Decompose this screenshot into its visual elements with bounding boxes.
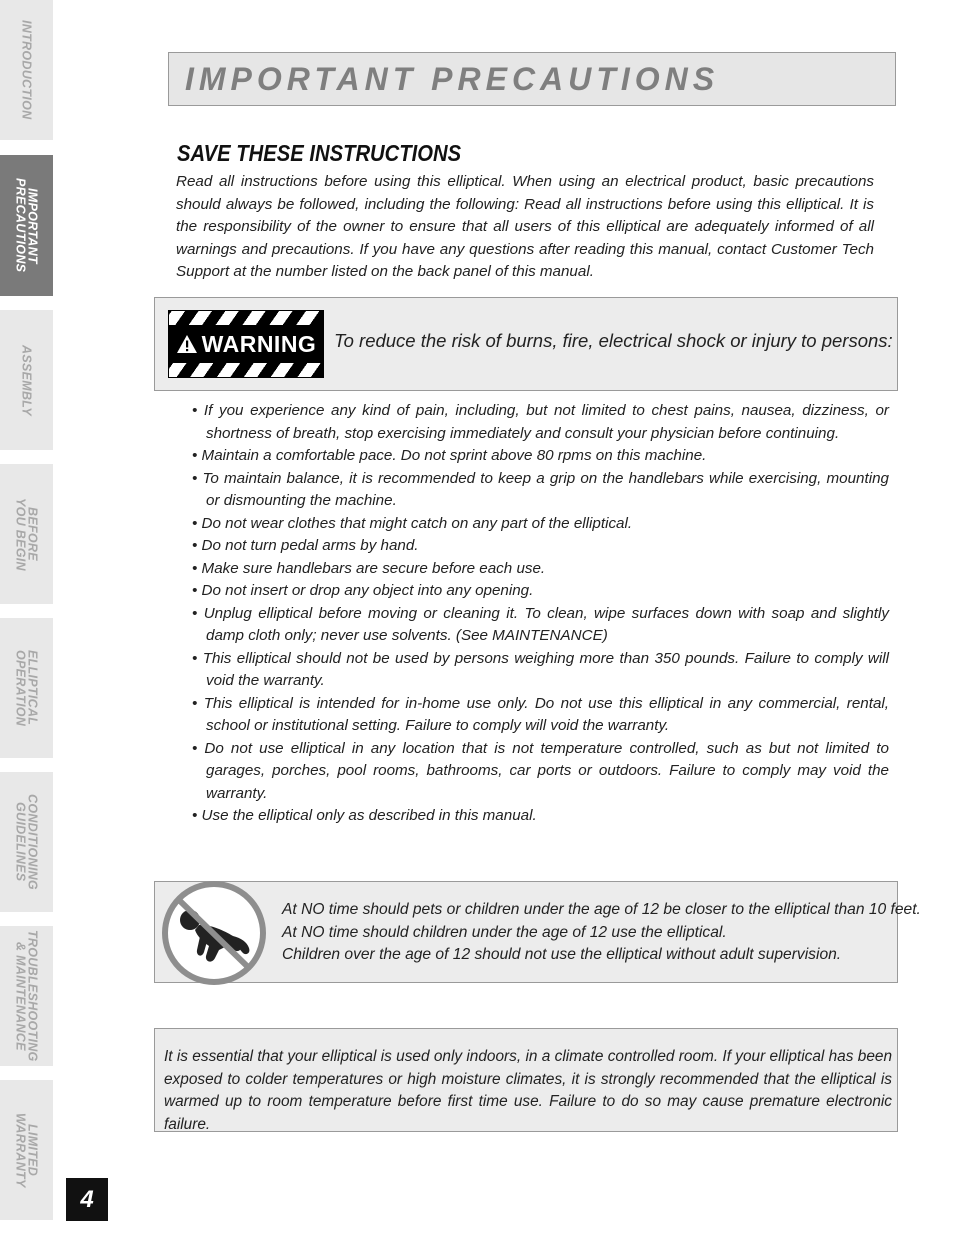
- page-title: IMPORTANT PRECAUTIONS: [185, 60, 720, 97]
- child-notice-line: Children over the age of 12 should not use the elliptical without adult supervision.: [282, 946, 842, 963]
- tab-label: INTRODUCTION: [19, 20, 34, 120]
- tab-elliptical-operation[interactable]: [0, 618, 53, 758]
- warning-triangle-icon: [176, 334, 198, 354]
- section-sidebar: [0, 0, 53, 1235]
- list-item: • If you experience any kind of pain, including, but not limited to chest pains, nausea, dizziness, or shortness of breath, stop exercising immediately and consult your physician before continuing.: [192, 402, 889, 442]
- section-heading: SAVE THESE INSTRUCTIONS: [177, 140, 462, 166]
- tab-conditioning-guidelines[interactable]: [0, 772, 53, 912]
- child-notice-line: At NO time should pets or children under the age of 12 be closer to the elliptical than 10 feet.: [282, 901, 921, 918]
- list-item: • This elliptical should not be used by persons weighing more than 350 pounds. Failure to comply will void the warranty.: [192, 649, 889, 689]
- tab-label: ELLIPTICAL OPERATION: [13, 649, 40, 727]
- warning-band: [169, 325, 323, 363]
- tab-important-precautions[interactable]: [0, 155, 53, 296]
- tab-introduction[interactable]: [0, 0, 53, 140]
- child-notice-text: [282, 899, 921, 967]
- list-item: • This elliptical is intended for in-home use only. Do not use this elliptical in any commercial, rental, school or institutional setting. Failure to comply will void the warranty.: [192, 694, 889, 734]
- tab-label: LIMITED WARRANTY: [13, 1112, 40, 1188]
- list-item: • Do not use elliptical in any location that is not temperature controlled, such as but not limited to garages, porches, pool rooms, bathrooms, car ports or outdoors. Failure to comply may void the warranty.: [192, 739, 889, 802]
- list-item: • Unplug elliptical before moving or cleaning it. To clean, wipe surfaces down with soap and slightly damp cloth only; never use solvents. (See MAINTENANCE): [192, 604, 889, 644]
- no-children-icon: [161, 880, 267, 986]
- page-title-bar: [168, 52, 896, 106]
- warning-sign: [168, 310, 324, 378]
- list-item: • Maintain a comfortable pace. Do not sprint above 80 rpms on this machine.: [192, 447, 707, 464]
- indoor-notice-text: It is essential that your elliptical is used only indoors, in a climate controlled room. If your elliptical has been exposed to colder temperatures or high moisture climates, it is strongly recommended that the elliptical is warmed up to room temperature before first time use. Failure to do so may cause premature electronic failure.: [164, 1048, 892, 1133]
- list-item: • Do not turn pedal arms by hand.: [192, 537, 419, 554]
- intro-paragraph: Read all instructions before using this elliptical. When using an electrical product, basic precautions should always be followed, including the following: Read all instructions before using this elliptical. It is the responsibility of the owner to ensure that all users of this elliptical are adequately informed of all warnings and precautions. If you have any questions after reading this manual, contact Customer Tech Support at the number listed on the back panel of this manual.: [176, 173, 874, 280]
- list-item: • Make sure handlebars are secure before each use.: [192, 559, 546, 577]
- warning-box: [154, 297, 898, 391]
- tab-before-you-begin[interactable]: [0, 464, 53, 604]
- warning-stripes-top: [169, 311, 323, 325]
- tab-troubleshooting-maintenance[interactable]: [0, 926, 53, 1066]
- warning-label: WARNING: [201, 330, 317, 357]
- warning-text: To reduce the risk of burns, fire, electrical shock or injury to persons:: [334, 330, 893, 351]
- tab-limited-warranty[interactable]: [0, 1080, 53, 1220]
- list-item: • Use the elliptical only as described in this manual.: [192, 807, 537, 824]
- precautions-list: [192, 400, 889, 828]
- list-item: • To maintain balance, it is recommended to keep a grip on the handlebars while exercising, mounting or dismounting the machine.: [192, 469, 889, 509]
- child-notice-box: [154, 881, 921, 983]
- warning-stripes-bottom: [169, 363, 323, 378]
- tab-assembly[interactable]: [0, 310, 53, 450]
- tab-label: IMPORTANT PRECAUTIONS: [13, 178, 40, 273]
- child-notice-line: At NO time should children under the age of 12 use the elliptical.: [282, 923, 727, 941]
- list-item: • Do not insert or drop any object into any opening.: [192, 582, 534, 599]
- list-item: • Do not wear clothes that might catch on any part of the elliptical.: [192, 514, 633, 532]
- page-number: 4: [66, 1178, 108, 1221]
- tab-label: ASSEMBLY: [19, 344, 34, 416]
- tab-label: CONDITIONING GUIDELINES: [13, 794, 40, 890]
- tab-label: TROUBLESHOOTING & MAINTENANCE: [13, 930, 40, 1062]
- indoor-notice-box: [154, 1028, 898, 1132]
- tab-label: BEFORE YOU BEGIN: [13, 497, 40, 571]
